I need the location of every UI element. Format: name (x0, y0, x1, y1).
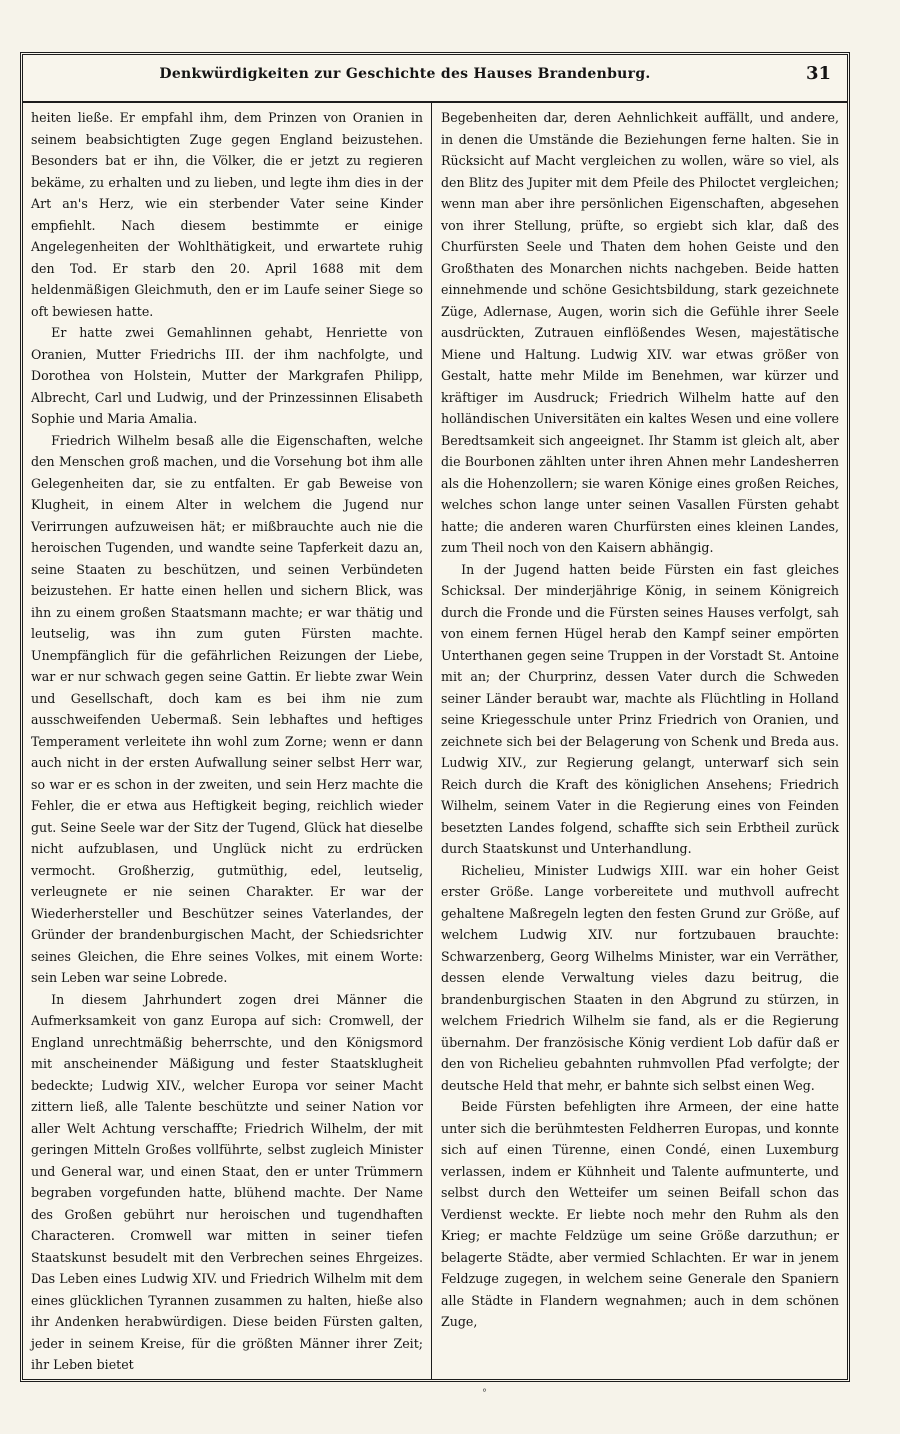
paragraph: Er hatte zwei Gemahlinnen gehabt, Henriette von Oranien, Mutter Friedrichs III. der ihm nachfolgte, und Dorothea von Holstein, Mutter der Markgrafen Philipp, Albrecht, Carl und Ludwig, und der Prinzessinnen Elisabeth Sophie und Maria Amalia. (31, 325, 423, 426)
running-title: Denkwürdigkeiten zur Geschichte des Hauses Brandenburg. (159, 66, 651, 82)
running-header (23, 55, 847, 103)
paragraph: heiten ließe. Er empfahl ihm, dem Prinzen von Oranien in seinem beabsichtigten Zuge gegen England beizustehen. Besonders bat er ihn, die Völker, die er jetzt zu regieren bekäme, zu erhalten und zu lieben, und legte ihm dies in der Art an's Herz, wie ein sterbender Vater seine Kinder empfiehlt. Nach diesem bestimmte er einige Angelegenheiten der Wohlthätigkeit, und erwartete ruhig den Tod. Er starb den 20. April 1688 mit dem heldenmäßigen Gleichmuth, den er im Laufe seiner Siege so oft bewiesen hatte. (31, 110, 423, 319)
print-speck: ° (482, 1388, 487, 1399)
paragraph: In diesem Jahrhundert zogen drei Männer die Aufmerksamkeit von ganz Europa auf sich: Cromwell, der England unrechtmäßig beherrschte, und den Königsmord mit anscheinender Mäßigung und fester Staatsklugheit bedeckte; Ludwig XIV., welcher Europa vor seiner Macht zittern ließ, alle Talente beschützte und seiner Nation vor aller Welt Achtung verschaffte; Friedrich Wilhelm, der mit geringen Mitteln Großes vollführte, selbst zugleich Minister und General war, und einen Staat, den er unter Trümmern begraben vorgefunden hatte, blühend machte. Der Name des Großen gebührt nur heroischen und tugendhaften Characteren. Cromwell war mitten in seiner tiefen Staatskunst besudelt mit den Verbrechen seines Ehrgeizes. Das Leben eines Ludwig XIV. und Friedrich Wilhelm mit dem eines glücklichen Tyrannen zusammen zu halten, hieße also ihr Andenken herabwürdigen. Diese beiden Fürsten galten, jeder in seinem Kreise, für die größten Männer ihrer Zeit; ihr Leben bietet (31, 991, 423, 1372)
paragraph: Richelieu, Minister Ludwigs XIII. war ein hoher Geist erster Größe. Lange vorbereitete und muthvoll aufrecht gehaltene Maßregeln legten den festen Grund zur Größe, auf welchem Ludwig XIV. nur fortzubauen brauchte: Schwarzenberg, Georg Wilhelms Minister, war ein Verräther, dessen elende Verwaltung vieles dazu beitrug, die brandenburgischen Staaten in den Abgrund zu stürzen, in welchem Friedrich Wilhelm sie fand, als er die Regierung übernahm. Der französische König verdient Lob dafür daß er den von Richelieu gebahnten ruhmvollen Pfad verfolgte; der deutsche Held that mehr, er bahnte sich selbst einen Weg. (441, 862, 839, 1093)
page-frame (20, 52, 850, 1382)
paragraph: Friedrich Wilhelm besaß alle die Eigenschaften, welche den Menschen groß machen, und die Vorsehung bot ihm alle Gelegenheiten dar, sie zu entfalten. Er gab Beweise von Klugheit, in einem Alter in welchem die Jugend nur Verirrungen aufzuweisen hät; er mißbrauchte auch nie die heroischen Tugenden, und wandte seine Tapferkeit dazu an, seine Staaten zu beschützen, und seinen Verbündeten beizustehen. Er hatte einen hellen und sichern Blick, was ihn zu einem großen Staatsmann machte; er war thätig und leutselig, was ihn zum guten Fürsten machte. Unempfänglich für die gefährlichen Reizungen der Liebe, war er nur schwach gegen seine Gattin. Er liebte zwar Wein und Gesellschaft, doch kam es bei ihm nie zum ausschweifenden Uebermaß. Sein lebhaftes und heftiges Temperament verleitete ihn wohl zum Zorne; wenn er dann auch nicht in der ersten Aufwallung seiner selbst Herr war, so war er es schon in der zweiten, und sein Herz machte die Fehler, die er etwa aus Heftigkeit beging, reichlich wieder gut. Seine Seele war der Sitz der Tugend, Glück hat dieselbe nicht aufzublasen, und Unglück nicht zu erdrücken vermocht. Großherzig, gutmüthig, edel, leutselig, verleugnete er nie seinen Charakter. Er war der Wiederhersteller und Beschützer seines Vaterlandes, der Gründer der brandenburgischen Macht, der Schiedsrichter seines Gleichen, die Ehre seines Volkes, mit einem Worte: sein Leben war seine Lobrede. (31, 432, 423, 985)
paragraph: Begebenheiten dar, deren Aehnlichkeit auffällt, und andere, in denen die Umstände die Beziehungen ferne halten. Sie in Rücksicht auf Macht vergleichen zu wollen, wäre so viel, als den Blitz des Jupiter mit dem Pfeile des Philoctet vergleichen; wenn man aber ihre persönlichen Eigenschaften, abgesehen von ihrer Stellung, prüfte, so ergiebt sich klar, daß des Churfürsten Seele und Thaten dem hohen Geiste und den Großthaten des Monarchen nichts nachgeben. Beide hatten einnehmende und schöne Gesichtsbildung, stark gezeichnete Züge, Adlernase, Augen, worin sich die Gefühle ihrer Seele ausdrückten, Zutrauen einflößendes Wesen, majestätische Miene und Haltung. Ludwig XIV. war etwas größer von Gestalt, hatte mehr Milde im Benehmen, war kürzer und kräftiger im Ausdruck; Friedrich Wilhelm hatte auf den holländischen Universitäten ein kaltes Wesen und eine vollere Beredtsamkeit sich angeeignet. Ihr Stamm ist gleich alt, aber die Bourbonen zählten unter ihren Ahnen mehr Landesherren als die Hohenzollern; sie waren Könige eines großen Reiches, welches schon lange unter seinen Vasallen Fürsten gehabt hatte; die anderen waren Churfürsten eines kleinen Landes, zum Theil noch von den Kaisern abhängig. (441, 110, 839, 555)
left-column (31, 107, 423, 1376)
right-column (441, 107, 839, 1333)
column-divider (431, 103, 432, 1379)
paragraph: Beide Fürsten befehligten ihre Armeen, der eine hatte unter sich die berühmtesten Feldherren Europas, und konnte sich auf einen Türenne, einen Condé, einen Luxemburg verlassen, indem er Kühnheit und Talente aufmunterte, und selbst durch den Wetteifer um seinen Beifall schon das Verdienst weckte. Er liebte noch mehr den Ruhm als den Krieg; er machte Feldzüge um seine Größe darzuthun; er belagerte Städte, aber vermied Schlachten. Er war in jenem Feldzuge zugegen, in welchem seine Generale den Spaniern alle Städte in Flandern wegnahmen; auch in dem schönen Zuge, (441, 1099, 839, 1329)
text-columns (23, 103, 847, 1379)
page-number: 31 (805, 63, 831, 84)
paragraph: In der Jugend hatten beide Fürsten ein fast gleiches Schicksal. Der minderjährige König, in seinem Königreich durch die Fronde und die Fürsten seines Hauses verfolgt, sah von einem fernen Hügel herab den Kampf seiner empörten Unterthanen gegen seine Truppen in der Vorstadt St. Antoine mit an; der Churprinz, dessen Vater durch die Schweden seiner Länder beraubt war, machte als Flüchtling in Holland seine Kriegesschule unter Prinz Friedrich von Oranien, und zeichnete sich bei der Belagerung von Schenk und Breda aus. Ludwig XIV., zur Regierung gelangt, unterwarf sich sein Reich durch die Kraft des königlichen Ansehens; Friedrich Wilhelm, seinem Vater in die Regierung eines von Feinden besetzten Landes folgend, schaffte sich sein Erbtheil zurück durch Staatskunst und Unterhandlung. (441, 561, 839, 856)
